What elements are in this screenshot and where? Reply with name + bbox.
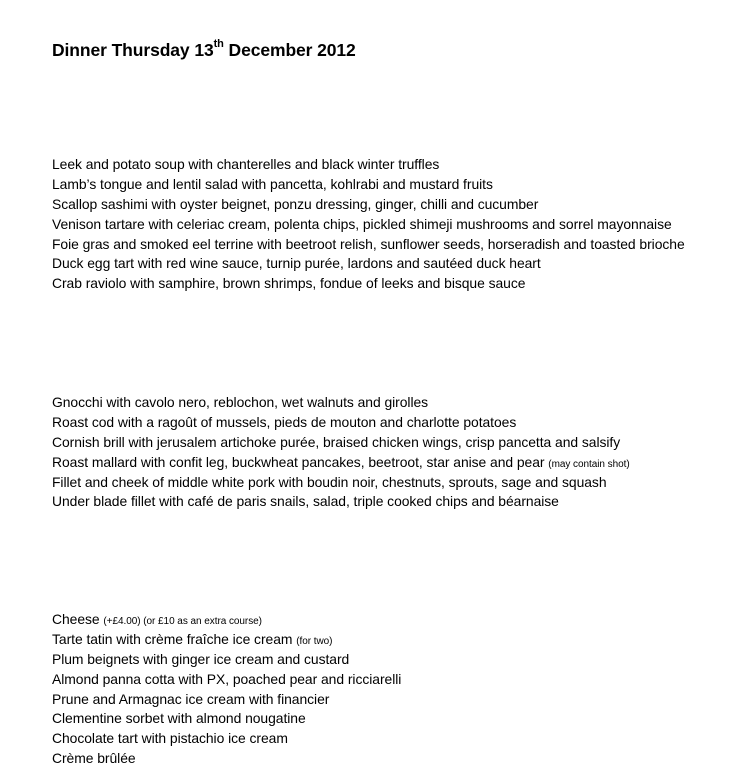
menu-item-text: Plum beignets with ginger ice cream and custard: [52, 650, 350, 667]
menu-item: [52, 690, 401, 710]
menu-item: [52, 473, 630, 493]
menu-item: [52, 175, 685, 195]
menu-item: [52, 749, 401, 769]
menu-item: [52, 492, 630, 512]
menu-item-note: (+£4.00) (or £10 as an extra course): [103, 616, 262, 627]
menu-item-text: Tarte tatin with crème fraîche ice cream: [52, 630, 293, 647]
menu-item-text: Clementine sorbet with almond nougatine: [52, 710, 306, 727]
menu-item: [52, 650, 401, 670]
menu-item-text: Gnocchi with cavolo nero, reblochon, wet walnuts and girolles: [52, 394, 429, 410]
menu-item: [52, 433, 630, 453]
menu-item-text: Roast mallard with confit leg, buckwheat pancakes, beetroot, star anise and pear: [52, 453, 545, 470]
menu-item: [52, 630, 401, 650]
menu-item: [52, 413, 630, 433]
menu-item-text: Foie gras and smoked eel terrine with beetroot relish, sunflower seeds, horseradish and toasted brioche: [52, 235, 685, 252]
menu-item-text: Crème brûlée: [52, 750, 136, 767]
menu-item-text: Roast cod with a ragoût of mussels, pieds de mouton and charlotte potatoes: [52, 413, 517, 430]
menu-item-text: Cheese: [52, 611, 100, 627]
menu-item-text: Lamb’s tongue and lentil salad with pancetta, kohlrabi and mustard fruits: [52, 175, 493, 192]
menu-item-text: Venison tartare with celeriac cream, polenta chips, pickled shimeji mushrooms and sorrel mayonnaise: [52, 215, 672, 232]
menu-item: [52, 254, 685, 274]
desserts-list: [52, 610, 401, 769]
menu-item-note: (for two): [296, 635, 333, 647]
menu-item: [52, 610, 401, 630]
mains-list: [52, 393, 630, 512]
menu-item-text: Under blade fillet with café de paris snails, salad, triple cooked chips and béarnaise: [52, 493, 559, 510]
menu-item-text: Scallop sashimi with oyster beignet, ponzu dressing, ginger, chilli and cucumber: [52, 195, 539, 212]
menu-title: [52, 40, 356, 61]
menu-item: [52, 215, 685, 235]
menu-item-text: Leek and potato soup with chanterelles and black winter truffles: [52, 156, 440, 172]
title-month-year: December 2012: [223, 40, 356, 60]
menu-item-text: Chocolate tart with pistachio ice cream: [52, 730, 288, 747]
menu-item: [52, 393, 630, 413]
menu-item-text: Duck egg tart with red wine sauce, turnip purée, lardons and sautéed duck heart: [52, 255, 541, 272]
menu-item-text: Fillet and cheek of middle white pork with boudin noir, chestnuts, sprouts, sage and squash: [52, 473, 607, 490]
title-ordinal-suffix: th: [213, 38, 224, 51]
menu-item-note: (may contain shot): [548, 458, 630, 470]
starters-list: [52, 155, 685, 294]
menu-item: [52, 709, 401, 729]
menu-item-text: Prune and Armagnac ice cream with financier: [52, 690, 330, 707]
menu-item: [52, 729, 401, 749]
menu-item: [52, 195, 685, 215]
menu-item-text: Crab raviolo with samphire, brown shrimps, fondue of leeks and bisque sauce: [52, 275, 526, 292]
menu-item: [52, 235, 685, 255]
menu-item: [52, 274, 685, 294]
menu-item: [52, 670, 401, 690]
title-date: Dinner Thursday 13: [52, 40, 214, 60]
menu-item: [52, 155, 685, 175]
menu-item-text: Almond panna cotta with PX, poached pear and ricciarelli: [52, 670, 402, 687]
menu-item-text: Cornish brill with jerusalem artichoke purée, braised chicken wings, crisp pancetta and salsify: [52, 433, 621, 450]
menu-item: [52, 453, 630, 473]
